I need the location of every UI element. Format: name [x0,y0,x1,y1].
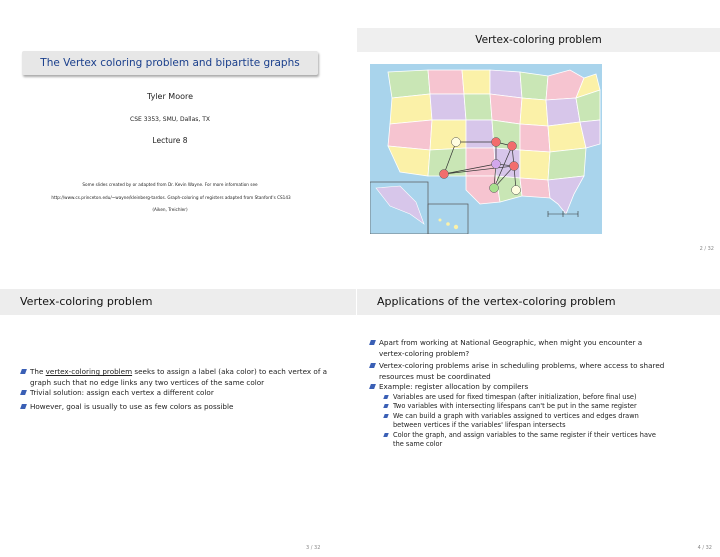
sub-bullet-item: Color the graph, and assign variables to the same register if their vertices have the same color [367,431,667,450]
slide-map [357,22,720,272]
bullet-marker-icon [369,384,376,389]
bullet-list [18,367,328,412]
sub-bullet-item: Variables are used for fixed timespan (after initialization, before final use) [367,393,667,403]
slide-heading: Vertex-coloring problem [0,289,356,315]
bullet-list [367,338,667,450]
presentation-title: The Vertex coloring problem and bipartite graphs [22,51,318,75]
bullet-marker-icon [383,433,388,437]
bullet-marker-icon [369,340,376,345]
us-map-coloring-figure [370,64,602,234]
lecture: Lecture 8 [152,136,188,145]
bullet-marker-icon [369,363,376,368]
sub-bullet-item: We can build a graph with variables assigned to vertices and edges drawn between vertices if the variables' lifespan intersects [367,412,667,431]
slide-title [0,0,356,272]
course: CSE 3353, SMU, Dallas, TX [130,116,210,123]
bullet-marker-icon [383,395,388,399]
bullet-marker-icon [383,414,388,418]
page-number: 2 / 32 [699,246,714,252]
bullet-marker-icon [20,404,27,409]
credit-line-3: (Aiken, Treichler) [152,207,188,212]
bullet-marker-icon [20,390,27,395]
credit-line-2: http://www.cs.princeton.edu/~wayne/kleinberg-tardos. Graph-coloring of registers adapted from Stanford's CS143 [51,195,291,200]
bullet-item: Trivial solution: assign each vertex a different color [18,388,328,399]
bullet-item: The vertex-coloring problem seeks to assign a label (aka color) to each vertex of a graph such that no edge links any two vertices of the same color [18,367,328,388]
slide-applications [357,283,720,557]
term-link: vertex-coloring problem [45,367,133,376]
slide-heading: Vertex-coloring problem [357,28,720,52]
bullet-marker-icon [383,404,388,408]
page-number: 4 / 32 [697,545,712,551]
author: Tyler Moore [146,92,194,101]
bullet-item: Example: register allocation by compilers [367,382,667,393]
bullet-marker-icon [20,369,27,374]
slide-heading: Applications of the vertex-coloring problem [357,289,720,315]
bullet-item: Vertex-coloring problems arise in scheduling problems, where access to shared resources must be coordinated [367,361,667,382]
bullet-item: However, goal is usually to use as few colors as possible [18,402,328,413]
slide-vertex-coloring-definition [0,283,356,557]
page-number: 3 / 32 [306,545,321,551]
credit-line-1: Some slides created by or adapted from Dr. Kevin Wayne. For more information see [82,182,258,187]
sub-bullet-item: Two variables with intersecting lifespans can't be put in the same register [367,402,667,412]
bullet-item: Apart from working at National Geographic, when might you encounter a vertex-coloring problem? [367,338,667,359]
